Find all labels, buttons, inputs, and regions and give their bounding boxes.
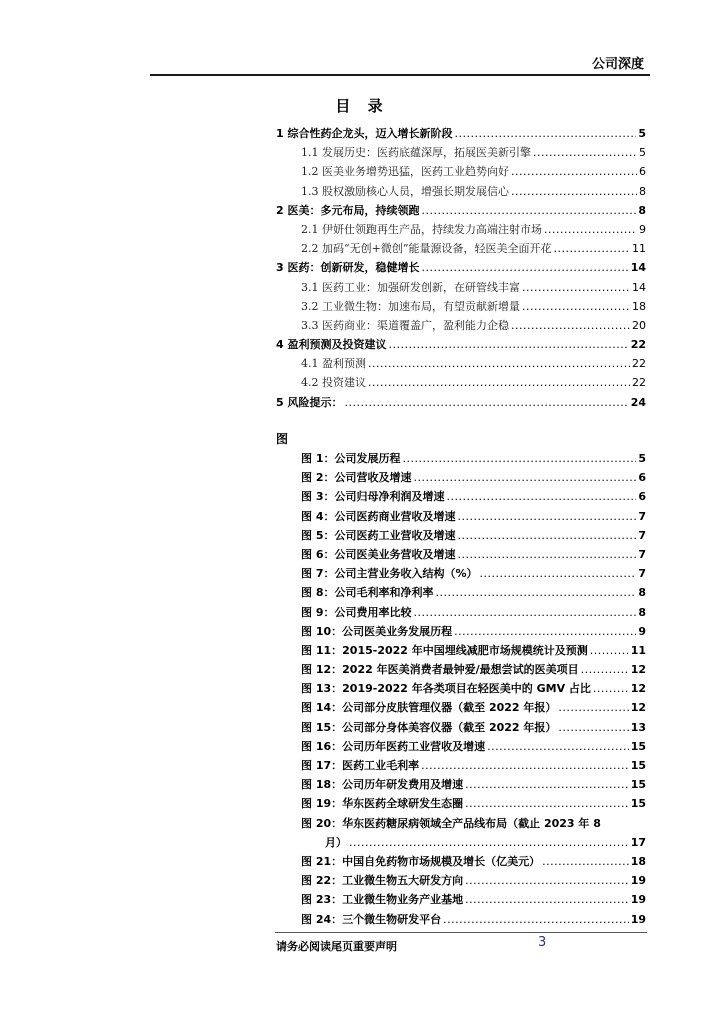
toc-subsection-entry[interactable] <box>276 144 646 163</box>
toc-section-entry[interactable] <box>276 259 646 278</box>
toc-section-entry[interactable] <box>276 202 646 221</box>
figure-entry[interactable] <box>301 565 646 584</box>
figure-entry-page: 15 <box>630 759 646 772</box>
dot-leader <box>421 204 636 217</box>
figure-entry-page: 7 <box>638 567 646 581</box>
toc-entry-title: 4.2 投资建议 <box>301 376 366 390</box>
figure-entry[interactable] <box>301 527 646 546</box>
figure-entry-page: 15 <box>630 797 646 811</box>
dot-leader <box>413 471 636 484</box>
figure-entry[interactable] <box>301 738 646 757</box>
figure-entry[interactable] <box>301 680 646 699</box>
dot-leader <box>402 452 636 465</box>
figure-entry-page: 8 <box>638 586 646 600</box>
figure-entry[interactable] <box>301 911 646 930</box>
figure-entry-title-continued: 月） <box>325 835 347 849</box>
dot-leader <box>344 396 628 409</box>
toc-entry-page: 8 <box>639 184 646 198</box>
figure-entry-page: 5 <box>638 452 646 465</box>
figure-entry[interactable] <box>301 604 646 623</box>
figure-entry-page: 18 <box>630 854 646 868</box>
figure-entry[interactable] <box>301 546 646 565</box>
dot-leader <box>413 606 636 619</box>
figure-entry-title: 图 6：公司医美业务营收及增速 <box>301 547 456 561</box>
figure-entry-page: 12 <box>630 663 646 677</box>
figure-list <box>301 450 646 930</box>
toc-subsection-entry[interactable] <box>276 317 646 336</box>
figure-entry[interactable] <box>301 508 646 527</box>
dot-leader <box>558 721 628 734</box>
figure-entry-continuation[interactable] <box>301 834 646 853</box>
dot-leader <box>457 510 636 523</box>
figure-entry-title: 图 24：三个微生物研发平台 <box>301 912 442 926</box>
figure-entry-page: 13 <box>630 720 646 734</box>
toc-entry-page: 14 <box>630 261 646 275</box>
figure-entry[interactable] <box>301 891 646 910</box>
toc-entry-title: 3.1 医药工业：加强研发创新，在研管线丰富 <box>301 280 520 294</box>
toc-entry-title: 2.2 加码“无创+微创”能量源设备，轻医美全面开花 <box>301 242 552 256</box>
figure-entry-title: 图 4：公司医药商业营收及增速 <box>301 509 456 523</box>
toc-entry-page: 6 <box>639 165 646 179</box>
figure-entry-title: 图 14：公司部分皮肤管理仪器（截至 2022 年报） <box>301 701 557 715</box>
figure-entry[interactable] <box>301 757 646 776</box>
page-number: 3 <box>538 935 547 950</box>
figure-entry[interactable] <box>301 642 646 661</box>
toc-entry-page: 9 <box>639 222 646 236</box>
toc-section-entry[interactable] <box>276 125 646 144</box>
figure-entry-title: 图 7：公司主营业务收入结构（%） <box>301 567 478 581</box>
toc-entry-page: 22 <box>632 376 646 390</box>
toc-title: 目 录 <box>335 97 389 115</box>
dot-leader <box>522 281 630 294</box>
dot-leader <box>454 127 636 140</box>
dot-leader <box>446 490 636 503</box>
figure-entry-title: 图 19：华东医药全球研发生态圈 <box>301 797 464 811</box>
figure-entry[interactable] <box>301 450 646 469</box>
figure-entry[interactable] <box>301 853 646 872</box>
toc-subsection-entry[interactable] <box>276 221 646 240</box>
dot-leader <box>443 913 629 926</box>
dot-leader <box>349 836 629 849</box>
toc-entry-page: 18 <box>632 299 646 313</box>
dot-leader <box>457 548 636 561</box>
figure-entry[interactable] <box>301 661 646 680</box>
dot-leader <box>511 319 630 332</box>
figure-entry-page: 11 <box>630 643 646 657</box>
figures-heading: 图 <box>276 432 289 446</box>
toc-entry-title: 1 综合性药企龙头，迈入增长新阶段 <box>276 127 453 140</box>
dot-leader <box>558 701 628 714</box>
figure-entry-title: 图 11：2015-2022 年中国埋线减肥市场规模统计及预测 <box>301 643 588 657</box>
report-type-label: 公司深度 <box>591 57 644 72</box>
dot-leader <box>465 778 629 791</box>
figure-entry[interactable] <box>301 872 646 891</box>
figure-entry[interactable] <box>301 623 646 642</box>
toc-entry-page: 11 <box>632 242 646 256</box>
figure-entry-page: 15 <box>630 778 646 792</box>
figure-entry-page: 15 <box>630 739 646 753</box>
dot-leader <box>487 740 629 753</box>
toc-subsection-entry[interactable] <box>276 298 646 317</box>
figure-entry-title: 图 3：公司归母净利润及增速 <box>301 490 445 504</box>
dot-leader <box>581 663 629 676</box>
toc-subsection-entry[interactable] <box>276 163 646 182</box>
dot-leader <box>388 338 628 351</box>
figure-entry-page: 19 <box>630 874 646 888</box>
figure-entry-title: 图 17：医药工业毛利率 <box>301 759 420 772</box>
toc-subsection-entry[interactable] <box>276 374 646 393</box>
toc-entry-page: 8 <box>638 203 646 217</box>
dot-leader <box>368 376 630 389</box>
header-divider <box>150 74 650 76</box>
figure-entry-page: 6 <box>638 471 646 485</box>
dot-leader <box>421 261 628 274</box>
toc-subsection-entry[interactable] <box>276 240 646 259</box>
figure-entry[interactable] <box>301 795 646 814</box>
dot-leader <box>421 759 629 772</box>
figure-entry-title: 图 10：公司医美业务发展历程 <box>301 624 453 638</box>
figure-entry-page: 7 <box>638 528 646 542</box>
figure-entry-page: 19 <box>630 893 646 907</box>
toc-entry-title: 3.2 工业微生物：加速布局，有望贡献新增量 <box>301 299 520 313</box>
toc-entry-title: 3.3 医药商业：渠道覆盖广，盈利能力企稳 <box>301 318 509 332</box>
figure-entry-title: 图 16：公司历年医药工业营收及增速 <box>301 739 486 753</box>
figure-entry[interactable] <box>301 469 646 488</box>
toc-entry-title: 1.1 发展历史：医药底蕴深厚，拓展医美新引擎 <box>301 146 531 160</box>
figure-entry-title: 图 21：中国自免药物市场规模及增长（亿美元） <box>301 854 541 868</box>
figure-entry-page: 8 <box>638 605 646 619</box>
footer-divider <box>275 932 647 933</box>
dot-leader <box>435 586 636 599</box>
figure-entry-title: 图 23：工业微生物业务产业基地 <box>301 893 464 907</box>
figure-entry-title: 图 20：华东医药糖尿病领域全产品线布局（截止 2023 年 8 <box>301 816 601 830</box>
toc-entry-title: 2 医美：多元布局，持续领跑 <box>276 203 420 217</box>
dot-leader <box>522 300 630 313</box>
dot-leader <box>368 357 630 370</box>
dot-leader <box>480 567 637 580</box>
figure-entry-page: 19 <box>630 912 646 926</box>
toc-subsection-entry[interactable] <box>276 355 646 374</box>
figure-entry-title: 图 1：公司发展历程 <box>301 452 401 465</box>
dot-leader <box>553 242 630 255</box>
figure-entry-title: 图 22：工业微生物五大研发方向 <box>301 874 464 888</box>
toc-entry-page: 5 <box>639 146 646 160</box>
figure-entry[interactable] <box>301 488 646 507</box>
dot-leader <box>457 529 636 542</box>
figure-entry-page: 12 <box>630 701 646 715</box>
disclaimer-note: 请务必阅读尾页重要声明 <box>276 940 397 953</box>
toc-entry-page: 5 <box>638 127 646 140</box>
toc-entry-title: 1.2 医美业务增势迅猛，医药工业趋势向好 <box>301 165 509 179</box>
toc-entry-page: 22 <box>630 338 646 352</box>
dot-leader <box>465 874 629 887</box>
toc-subsection-entry[interactable] <box>276 183 646 202</box>
figure-entry-page: 7 <box>638 509 646 523</box>
dot-leader <box>454 625 636 638</box>
figure-entry-page: 9 <box>638 624 646 638</box>
figure-entry-page: 17 <box>630 835 646 849</box>
figure-entry-title: 图 5：公司医药工业营收及增速 <box>301 528 456 542</box>
toc-entry-title: 4.1 盈利预测 <box>301 357 366 371</box>
figure-entry-title: 图 15：公司部分身体美容仪器（截至 2022 年报） <box>301 720 557 734</box>
dot-leader <box>544 223 637 236</box>
toc-entry-title: 5 风险提示： <box>276 395 343 409</box>
dot-leader <box>465 797 629 810</box>
figure-entry-page: 12 <box>630 682 646 696</box>
figure-entry-title: 图 18：公司历年研发费用及增速 <box>301 778 464 792</box>
figure-entry-title: 图 2：公司营收及增速 <box>301 471 412 485</box>
dot-leader <box>511 165 637 178</box>
dot-leader <box>593 682 629 695</box>
figure-entry-title: 图 9：公司费用率比较 <box>301 605 412 619</box>
figure-entry[interactable] <box>301 776 646 795</box>
figure-entry[interactable] <box>301 584 646 603</box>
figure-entry-page: 7 <box>638 547 646 561</box>
figure-entry[interactable] <box>301 699 646 718</box>
toc-entry-title: 4 盈利预测及投资建议 <box>276 338 387 352</box>
dot-leader <box>465 893 629 906</box>
toc-entry-page: 24 <box>630 395 646 409</box>
toc-entry-title: 3 医药：创新研发，稳健增长 <box>276 261 420 275</box>
table-of-contents <box>276 125 646 413</box>
figure-entry-title: 图 12：2022 年医美消费者最钟爱/最想尝试的医美项目 <box>301 663 579 677</box>
dot-leader <box>590 644 629 657</box>
figure-entry-page: 6 <box>638 490 646 504</box>
dot-leader <box>542 855 629 868</box>
toc-entry-page: 14 <box>632 280 646 294</box>
figure-entry-title: 图 13：2019-2022 年各类项目在轻医美中的 GMV 占比 <box>301 682 591 696</box>
toc-section-entry[interactable] <box>276 394 646 413</box>
dot-leader <box>533 146 637 159</box>
dot-leader <box>511 185 637 198</box>
toc-section-entry[interactable] <box>276 336 646 355</box>
figure-entry[interactable] <box>301 815 646 834</box>
toc-entry-page: 20 <box>632 318 646 332</box>
figure-entry[interactable] <box>301 719 646 738</box>
toc-entry-title: 1.3 股权激励核心人员，增强长期发展信心 <box>301 184 509 198</box>
figure-entry-title: 图 8：公司毛利率和净利率 <box>301 586 434 600</box>
toc-subsection-entry[interactable] <box>276 279 646 298</box>
toc-entry-page: 22 <box>632 357 646 371</box>
toc-entry-title: 2.1 伊妍仕领跑再生产品，持续发力高端注射市场 <box>301 222 542 236</box>
